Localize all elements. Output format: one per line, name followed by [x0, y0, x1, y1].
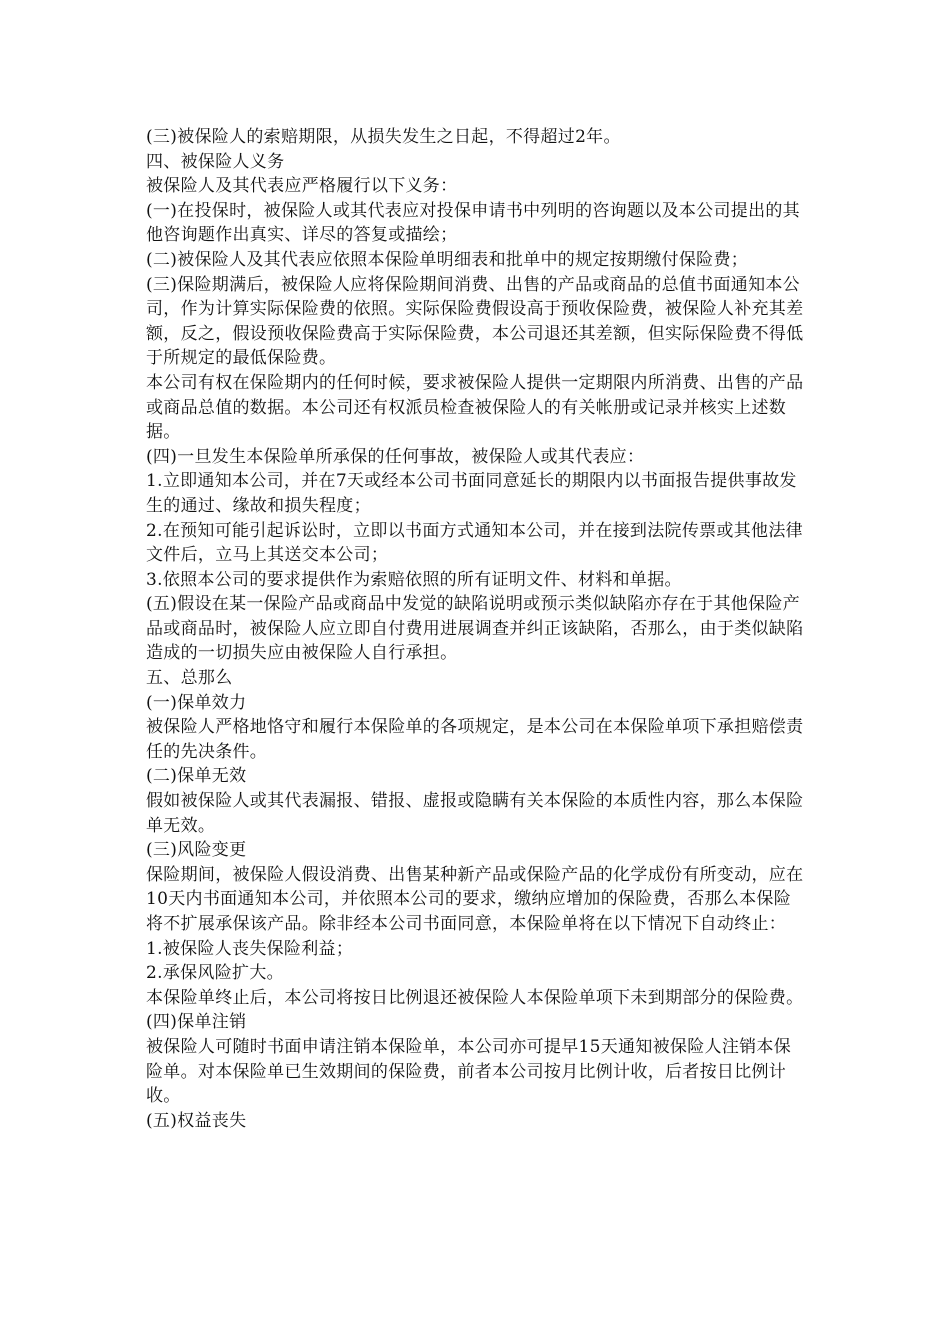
accident-step-2: 2.在预知可能引起诉讼时，立即以书面方式通知本公司，并在接到法院传票或其他法律文件后，立马上其送交本公司； [146, 520, 803, 566]
cancellation-paragraph: 被保险人可随时书面申请注销本保险单，本公司亦可提早15天通知被保险人注销本保险单。对本保险单已生效期间的保险费，前者本公司按月比例计收，后者按日比例计收。 [146, 1036, 792, 1107]
subheading-cancellation: (四)保单注销 [146, 1012, 247, 1033]
accident-step-3: 3.依照本公司的要求提供作为索赔依照的所有证明文件、材料和单据。 [146, 569, 682, 590]
obligation-item-2: (二)被保险人及其代表应依照本保险单明细表和批单中的规定按期缴付保险费； [146, 249, 749, 270]
obligation-item-3: (三)保险期满后，被保险人应将保险期间消费、出售的产品或商品的总值书面通知本公司，作为计算实际保险费的依照。实际保险费假设高于预收保险费，被保险人补充其差额，反之，假设预收保险费高于实际保险费，本公司退还其差额，但实际保险费不得低于所规定的最低保险费。 [146, 274, 804, 369]
termination-item-2: 2.承保风险扩大。 [146, 963, 284, 984]
subheading-policy-effect: (一)保单效力 [146, 692, 247, 713]
risk-change-paragraph: 保险期间，被保险人假设消费、出售某种新产品或保险产品的化学成份有所变动，应在10天内书面通知本公司，并依照本公司的要求，缴纳应增加的保险费，否那么本保险将不扩展承保该产品。除非经本公司书面同意，本保险单将在以下情况下自动终止： [146, 864, 804, 934]
subheading-policy-invalid: (二)保单无效 [146, 766, 247, 787]
accident-step-1: 1.立即通知本公司，并在7天或经本公司书面同意延长的期限内以书面报告提供事故发生的通过、缘故和损失程度； [146, 471, 797, 516]
policy-invalid-paragraph: 假如被保险人或其代表漏报、错报、虚报或隐瞒有关本保险的本质性内容，那么本保险单无效。 [146, 791, 804, 836]
subheading-forfeiture: (五)权益丧失 [146, 1110, 247, 1131]
obligations-intro-paragraph: 被保险人及其代表应严格履行以下义务： [146, 176, 458, 197]
termination-item-1: 1.被保险人丧失保险利益； [146, 938, 354, 959]
policy-effect-paragraph: 被保险人严格地恪守和履行本保险单的各项规定，是本公司在本保险单项下承担赔偿责任的先决条件。 [146, 717, 804, 762]
claim-period-paragraph: (三)被保险人的索赔期限，从损失发生之日起，不得超过2年。 [146, 127, 621, 147]
obligation-item-4: (四)一旦发生本保险单所承保的任何事故，被保险人或其代表应： [146, 446, 645, 467]
company-rights-paragraph: 本公司有权在保险期内的任何时候，要求被保险人提供一定期限内所消费、出售的产品或商品总值的数据。本公司还有权派员检查被保险人的有关帐册或记录并核实上述数据。 [146, 372, 804, 443]
refund-paragraph: 本保险单终止后，本公司将按日比例退还被保险人本保险单项下未到期部分的保险费。 [146, 987, 804, 1008]
document-body [146, 125, 806, 1133]
subheading-risk-change: (三)风险变更 [146, 840, 247, 861]
section-heading-obligations: 四、被保险人义务 [146, 151, 285, 172]
section-heading-general: 五、总那么 [146, 668, 233, 689]
obligation-item-1: (一)在投保时，被保险人或其代表应对投保申请书中列明的咨询题以及本公司提出的其他咨询题作出真实、详尽的答复或描绘； [146, 200, 800, 246]
obligation-item-5: (五)假设在某一保险产品或商品中发觉的缺陷说明或预示类似缺陷亦存在于其他保险产品或商品时，被保险人应立即自付费用进展调查并纠正该缺陷，否那么，由于类似缺陷造成的一切损失应由被保险人自行承担。 [146, 594, 804, 664]
